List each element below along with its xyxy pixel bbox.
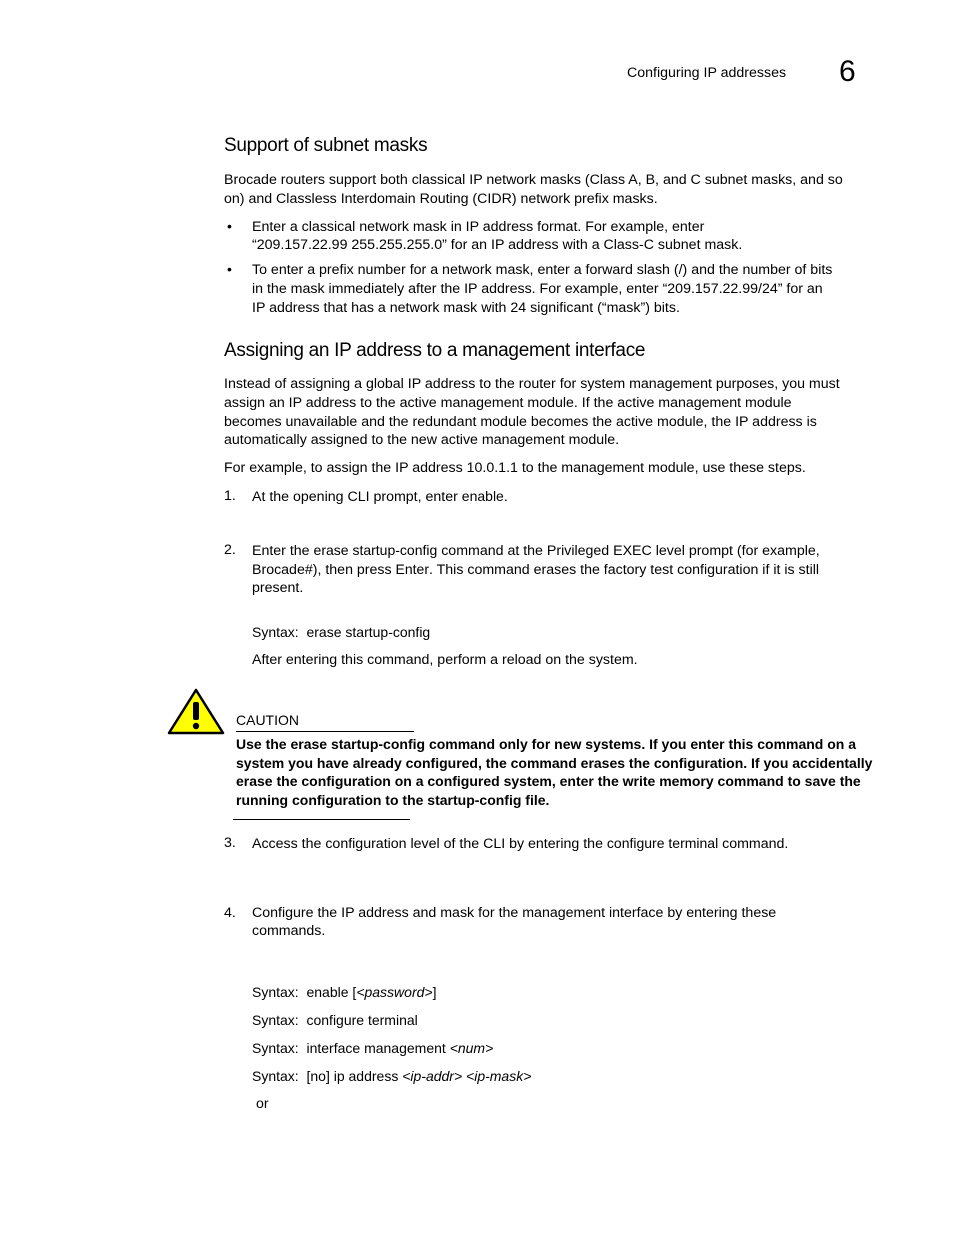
- caution-icon: [167, 688, 225, 736]
- bullet-2-line-2: in the mask immediately after the IP address. For example, enter “209.157.22.99/24” for an: [252, 281, 823, 297]
- step-2-after-text: After entering this command, perform a reload on the system.: [252, 652, 638, 668]
- mgmt-example-para: For example, to assign the IP address 10.0.1.1 to the management module, use these steps.: [224, 460, 806, 476]
- syntax-label: Syntax:: [252, 1068, 299, 1084]
- syntax-interface-management: [252, 1040, 493, 1056]
- step-3-text: [252, 834, 788, 854]
- syntax-configure-terminal: [252, 1012, 418, 1028]
- syntax-label: Syntax:: [252, 1040, 299, 1056]
- syntax-ip-address: [252, 1068, 531, 1084]
- running-header: Configuring IP addresses: [627, 65, 787, 81]
- bullet-2-line-1: To enter a prefix number for a network mask, enter a forward slash (/) and the number of bits: [252, 262, 833, 278]
- syntax-bracket-close: ]: [325, 1068, 330, 1084]
- step-4-number: 4.: [224, 905, 236, 921]
- subnet-intro-line-1: Brocade routers support both classical IP network masks (Class A, B, and C subnet masks, and so: [224, 172, 843, 188]
- caution-bottom-rule: [233, 819, 410, 820]
- subnet-heading: Support of subnet masks: [224, 135, 428, 156]
- step-2-l1-post: command at the Privileged EXEC level prompt (for example,: [437, 543, 820, 559]
- step-2-l1-cmd: erase startup-config: [313, 542, 438, 558]
- step-3-number: 3.: [224, 835, 236, 851]
- caution-line-2: system you have already configured, the command erases the configuration. If you accidentally: [236, 755, 873, 771]
- bullet-marker: •: [227, 261, 232, 277]
- mgmt-heading: Assigning an IP address to a management interface: [224, 340, 646, 361]
- syntax-bracket-open: [: [306, 1068, 311, 1084]
- syntax-argument: <ip-addr> <ip-mask>: [402, 1068, 532, 1084]
- step-2-line-1: [252, 541, 820, 561]
- mgmt-para-line-4: automatically assigned to the new active management module.: [224, 432, 620, 448]
- step-2-l2-cmd: Enter: [395, 561, 429, 577]
- syntax-command: ip address: [333, 1068, 399, 1084]
- bullet-1-line-1: Enter a classical network mask in IP address format. For example, enter: [252, 219, 705, 235]
- syntax-argument: <password>: [356, 984, 433, 1000]
- step-2-l1-pre: Enter the: [252, 543, 314, 559]
- mgmt-para-line-2: assign an IP address to the active management module. If the active management module: [224, 395, 792, 411]
- mgmt-para-line-1: Instead of assigning a global IP address to the router for system management purposes, you must: [224, 376, 840, 392]
- subnet-intro-line-2: on) and Classless Interdomain Routing (CIDR) network prefix masks.: [224, 191, 658, 207]
- step-4-line-2: commands.: [252, 923, 326, 939]
- caution-line-1: Use the erase startup-config command only for new systems. If you enter this command on a: [236, 736, 857, 752]
- chapter-number: 6: [839, 55, 856, 88]
- caution-title: CAUTION: [236, 712, 299, 728]
- or-text: or: [256, 1096, 269, 1112]
- step-2-line-3: present.: [252, 580, 304, 596]
- step-2-number: 2.: [224, 542, 236, 558]
- syntax-label: Syntax:: [252, 624, 299, 640]
- syntax-command: erase startup-config: [306, 624, 431, 640]
- syntax-label: Syntax:: [252, 984, 299, 1000]
- syntax-command: interface management: [306, 1040, 446, 1056]
- syntax-command: configure terminal: [306, 1012, 418, 1028]
- step-4-line-1: Configure the IP address and mask for the management interface by entering these: [252, 905, 777, 921]
- step-2-l2-pre: Brocade#), then press: [252, 562, 396, 578]
- bullet-2-line-3: IP address that has a network mask with 24 significant (“mask”) bits.: [252, 300, 680, 316]
- step-3-cmd: configure terminal: [606, 835, 719, 851]
- caution-line-4: running configuration to the startup-config file.: [236, 792, 550, 808]
- syntax-command: enable: [306, 984, 349, 1000]
- step-1-number: 1.: [224, 488, 236, 504]
- syntax-argument: <num>: [449, 1040, 494, 1056]
- syntax-bracket-open: [: [348, 984, 357, 1000]
- step-3-post: command.: [718, 836, 789, 852]
- syntax-erase: [252, 624, 430, 640]
- syntax-no-keyword: no: [310, 1068, 326, 1084]
- step-2-l2-post: . This command erases the factory test configuration if it is still: [429, 562, 820, 578]
- step-2-line-2: [252, 560, 819, 580]
- bullet-1-line-2: “209.157.22.99 255.255.255.0” for an IP address with a Class-C subnet mask.: [252, 237, 743, 253]
- syntax-enable: [252, 984, 436, 1000]
- step-1-text: [252, 487, 508, 507]
- step-1-pre: At the opening CLI prompt, enter: [252, 489, 462, 505]
- step-3-pre: Access the configuration level of the CLI by entering the: [252, 836, 607, 852]
- syntax-bracket-close: ]: [432, 984, 437, 1000]
- caution-line-3: erase the configuration on a configured system, enter the write memory command to save the: [236, 773, 861, 789]
- step-1-post: .: [503, 489, 508, 505]
- step-1-cmd: enable: [461, 488, 504, 504]
- mgmt-para-line-3: becomes unavailable and the redundant module becomes the active module, the IP address is: [224, 414, 817, 430]
- syntax-label: Syntax:: [252, 1012, 299, 1028]
- bullet-marker: •: [227, 218, 232, 234]
- caution-top-rule: [236, 731, 414, 732]
